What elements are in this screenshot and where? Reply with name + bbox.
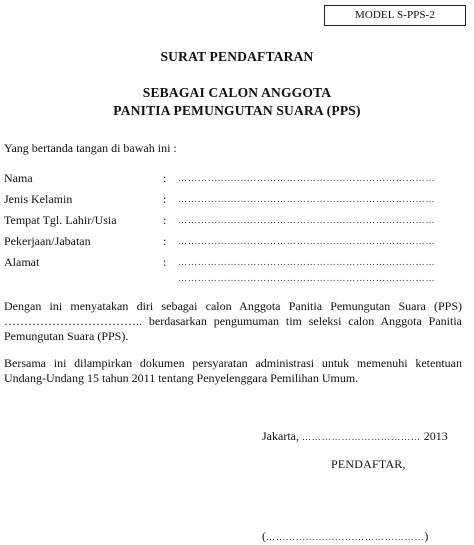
field-label: Pekerjaan/Jabatan (4, 234, 91, 248)
field-colon: : (163, 234, 167, 248)
document-title: SURAT PENDAFTARAN (160, 49, 314, 64)
field-pekerjaan (4, 234, 470, 255)
field-label: Tempat Tgl. Lahir/Usia (4, 213, 117, 227)
intro-text: Yang bertanda tangan di bawah ini : (4, 141, 177, 155)
field-colon: : (163, 171, 167, 185)
place-date-line (262, 429, 448, 444)
paren-open: ( (262, 529, 266, 543)
field-tempat-tgl-lahir (4, 213, 470, 234)
model-code-box: MODEL S-PPS-2 (324, 5, 466, 26)
field-nama (4, 171, 470, 192)
applicant-fields (4, 171, 470, 283)
document-subtitle-line2: PANITIA PEMUNGUTAN SUARA (PPS) (113, 103, 361, 118)
field-alamat (4, 255, 470, 283)
field-label: Jenis Kelamin (4, 192, 73, 206)
field-fill-line-2[interactable]: …………………………………………………………………… (178, 273, 436, 283)
signer-label: PENDAFTAR, (331, 457, 406, 471)
field-fill-line[interactable]: …………………………………………………………………… (178, 194, 436, 204)
place-text: Jakarta, (262, 429, 302, 443)
date-fill-line[interactable]: ……………………………… (301, 432, 421, 442)
declaration-paragraph: Dengan ini menyatakan diri sebagai calon Anggota Panitia Pemungutan Suara (PPS) …………………………….. berdasarkan pengumuman tim seleksi calon Anggota Panitia Pemungutan Suara (PPS). (4, 299, 462, 343)
field-colon: : (163, 213, 167, 227)
field-fill-line[interactable]: …………………………………………………………………… (178, 257, 436, 267)
attachment-paragraph: Bersama ini dilampirkan dokumen persyaratan administrasi untuk memenuhi ketentuan Undang-Undang 15 tahun 2011 tentang Penyelenggara Pemilihan Umum. (4, 356, 462, 385)
document-subtitle-line1: SEBAGAI CALON ANGGOTA (142, 85, 332, 100)
signature-name-line (262, 529, 428, 544)
field-fill-line[interactable]: …………………………………………………………………… (178, 173, 436, 183)
field-colon: : (163, 192, 167, 206)
field-fill-line[interactable]: …………………………………………………………………… (178, 236, 436, 246)
year-text: 2013 (420, 429, 448, 443)
field-colon: : (163, 255, 167, 269)
field-label: Alamat (4, 255, 40, 269)
field-jenis-kelamin (4, 192, 470, 213)
field-label: Nama (4, 171, 33, 185)
paren-close: ) (424, 529, 429, 543)
signature-fill-line[interactable]: ………………………………………… (266, 532, 425, 542)
field-fill-line[interactable]: …………………………………………………………………… (178, 215, 436, 225)
